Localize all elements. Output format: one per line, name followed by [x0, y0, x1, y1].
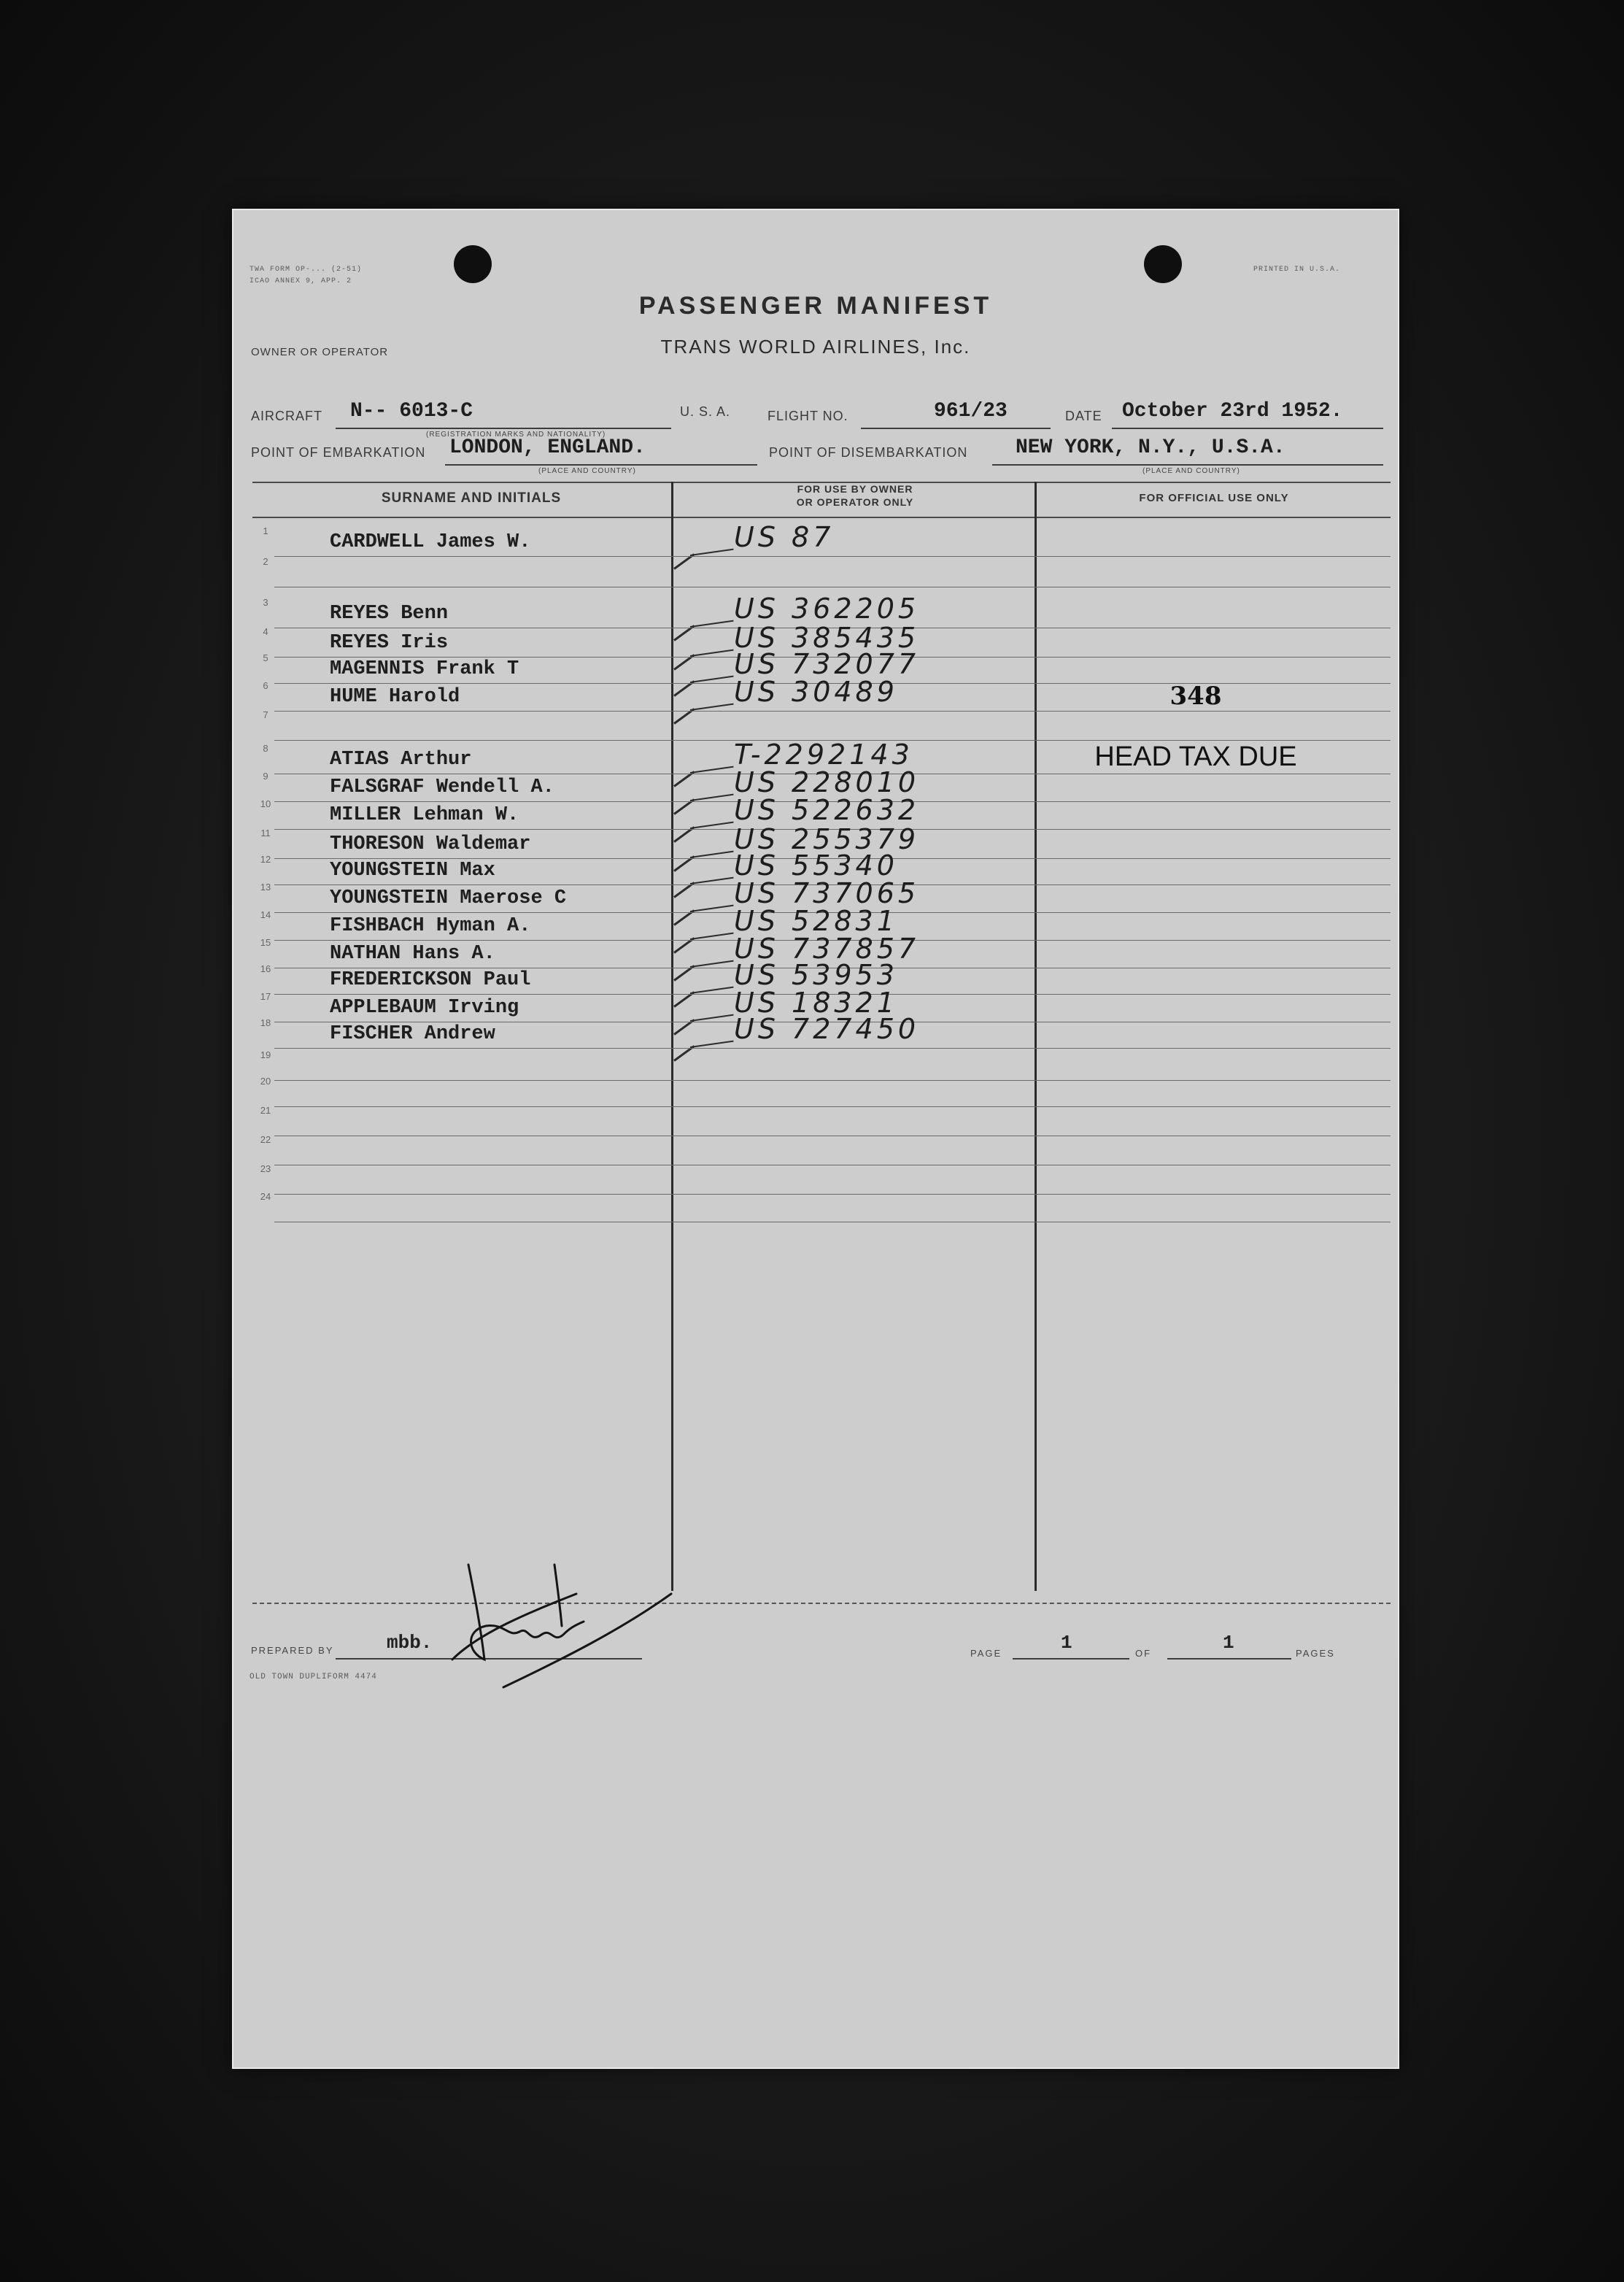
passenger-name: FREDERICKSON Paul: [330, 969, 531, 991]
row-rule: [274, 556, 1391, 557]
row-rule: [274, 711, 1391, 712]
passport-number: US 87: [734, 521, 835, 553]
date-value: October 23rd 1952.: [1122, 400, 1343, 423]
passport-number: US 732077: [734, 648, 920, 680]
check-mark-tail: [690, 905, 734, 912]
passenger-name: HUME Harold: [330, 686, 460, 708]
passenger-name: NATHAN Hans A.: [330, 943, 495, 965]
punch-hole-left: [454, 245, 492, 283]
check-mark-tail: [690, 987, 734, 994]
page-title: PASSENGER MANIFEST: [638, 292, 993, 320]
passenger-name: MILLER Lehman W.: [330, 804, 519, 826]
disembarkation-caption: (PLACE AND COUNTRY): [1142, 467, 1240, 475]
row-rule: [274, 1048, 1391, 1049]
flight-no-underline: [861, 428, 1051, 429]
passport-number: US 522632: [734, 794, 920, 826]
check-mark-tail: [690, 851, 734, 858]
check-mark-tail: [690, 649, 734, 657]
col-header-surname: SURNAME AND INITIALS: [381, 490, 562, 506]
page-value: 1: [1061, 1632, 1072, 1654]
row-number: 4: [263, 626, 268, 637]
passenger-name: CARDWELL James W.: [330, 531, 531, 553]
passenger-name: REYES Benn: [330, 603, 449, 625]
passport-number: US 18321: [734, 987, 898, 1019]
check-mark-tail: [690, 676, 734, 683]
row-number: 20: [260, 1076, 271, 1087]
row-number: 16: [260, 963, 271, 974]
of-underline: [1167, 1658, 1291, 1660]
passenger-name: FISHBACH Hyman A.: [330, 915, 531, 937]
check-mark-tail: [690, 1041, 734, 1048]
registration-caption: (REGISTRATION MARKS AND NATIONALITY): [426, 431, 606, 439]
row-rule: [274, 1080, 1391, 1081]
table-divider-1: [671, 482, 673, 1591]
disembarkation-underline: [992, 464, 1383, 466]
row-number: 5: [263, 652, 268, 663]
row-number: 15: [260, 937, 271, 948]
passport-number: T-2292143: [734, 739, 913, 771]
prepared-by-label: PREPARED BY: [251, 1645, 334, 1656]
date-label: DATE: [1065, 409, 1102, 423]
of-value: 1: [1223, 1632, 1234, 1654]
check-mark-tail: [690, 1014, 734, 1022]
embarkation-underline: [445, 464, 757, 466]
passenger-name: ATIAS Arthur: [330, 749, 472, 771]
of-label: OF: [1135, 1648, 1152, 1659]
check-mark-tail: [690, 620, 734, 628]
row-number: 9: [263, 771, 268, 782]
row-number: 21: [260, 1105, 271, 1116]
owner-label: OWNER OR OPERATOR: [251, 346, 389, 358]
row-number: 22: [260, 1134, 271, 1145]
aircraft-label: AIRCRAFT: [251, 409, 322, 423]
check-mark-tail: [690, 704, 734, 711]
check-mark-tail: [690, 822, 734, 829]
passenger-name: THORESON Waldemar: [330, 833, 531, 855]
row-number: 19: [260, 1049, 271, 1060]
row-number: 7: [263, 709, 268, 720]
form-code-line2: ICAO ANNEX 9, APP. 2: [250, 277, 352, 285]
footer-rule: [252, 1603, 1391, 1604]
row-number: 2: [263, 556, 268, 567]
aircraft-value: N-- 6013-C: [350, 400, 473, 423]
prepared-by-value: mbb.: [387, 1632, 433, 1654]
form-code-line1: TWA FORM OP-... (2-51): [250, 266, 363, 274]
punch-hole-right: [1144, 245, 1182, 283]
date-underline: [1112, 428, 1383, 429]
col-header-owner-use-line1: FOR USE BY OWNER: [797, 483, 913, 495]
manifest-sheet: [233, 210, 1398, 2067]
check-mark-tail: [690, 877, 734, 884]
embarkation-caption: (PLACE AND COUNTRY): [538, 467, 636, 475]
passport-number: US 228010: [734, 766, 920, 798]
disembarkation-label: POINT OF DISEMBARKATION: [769, 445, 968, 460]
row-rule: [274, 1106, 1391, 1107]
row-number: 24: [260, 1191, 271, 1202]
row-number: 6: [263, 680, 268, 691]
row-number: 23: [260, 1163, 271, 1174]
nationality: U. S. A.: [680, 404, 731, 419]
row-number: 17: [260, 991, 271, 1002]
aircraft-underline: [336, 428, 671, 429]
row-number: 12: [260, 854, 271, 865]
check-mark-tail: [690, 794, 734, 801]
check-mark-tail: [690, 960, 734, 968]
check-mark-tail: [690, 549, 734, 556]
check-mark-tail: [690, 766, 734, 774]
passenger-table: [252, 482, 1391, 1591]
row-number: 8: [263, 743, 268, 754]
table-divider-2: [1035, 482, 1037, 1591]
page-label: PAGE: [970, 1648, 1002, 1659]
row-rule: [274, 1194, 1391, 1195]
passport-number: US 727450: [734, 1013, 920, 1045]
passport-number: US 737857: [734, 933, 920, 965]
official-note: HEAD TAX DUE: [1094, 741, 1297, 772]
pages-label: PAGES: [1296, 1648, 1335, 1659]
check-mark-tail: [690, 933, 734, 940]
flight-no-value: 961/23: [934, 400, 1008, 423]
col-header-owner-use-line2: OR OPERATOR ONLY: [796, 496, 914, 508]
signature-image: [438, 1550, 730, 1689]
passport-number: US 737065: [734, 877, 920, 909]
passenger-name: REYES Iris: [330, 632, 449, 654]
passenger-name: YOUNGSTEIN Maerose C: [330, 887, 567, 909]
row-number: 11: [260, 828, 271, 839]
passport-number: US 55340: [734, 849, 898, 882]
page-underline: [1013, 1658, 1129, 1660]
passenger-name: MAGENNIS Frank T: [330, 658, 519, 680]
passenger-name: FALSGRAF Wendell A.: [330, 776, 554, 798]
printer-mark: OLD TOWN DUPLIFORM 4474: [250, 1673, 377, 1681]
row-number: 14: [260, 909, 271, 920]
row-number: 3: [263, 597, 268, 608]
row-number: 1: [263, 525, 268, 536]
passport-number: US 255379: [734, 823, 920, 855]
official-code: 348: [1169, 682, 1222, 711]
row-number: 18: [260, 1017, 271, 1028]
disembarkation-value: NEW YORK, N.Y., U.S.A.: [1016, 436, 1285, 459]
passport-number: US 52831: [734, 905, 898, 937]
passport-number: US 53953: [734, 959, 898, 991]
passenger-name: APPLEBAUM Irving: [330, 997, 519, 1019]
passenger-name: FISCHER Andrew: [330, 1023, 495, 1045]
embarkation-label: POINT OF EMBARKATION: [251, 445, 426, 460]
owner-value: TRANS WORLD AIRLINES, Inc.: [660, 336, 971, 358]
embarkation-value: LONDON, ENGLAND.: [449, 436, 646, 459]
flight-no-label: FLIGHT NO.: [767, 409, 848, 423]
row-number: 10: [260, 798, 271, 809]
row-number: 13: [260, 882, 271, 893]
passport-number: US 362205: [734, 593, 920, 625]
col-header-official-use: FOR OFFICIAL USE ONLY: [1139, 492, 1289, 504]
passport-number: US 30489: [734, 676, 898, 708]
printed-in: PRINTED IN U.S.A.: [1253, 266, 1341, 274]
table-header-rule: [252, 517, 1391, 518]
passenger-name: YOUNGSTEIN Max: [330, 860, 495, 882]
passport-number: US 385435: [734, 622, 920, 654]
